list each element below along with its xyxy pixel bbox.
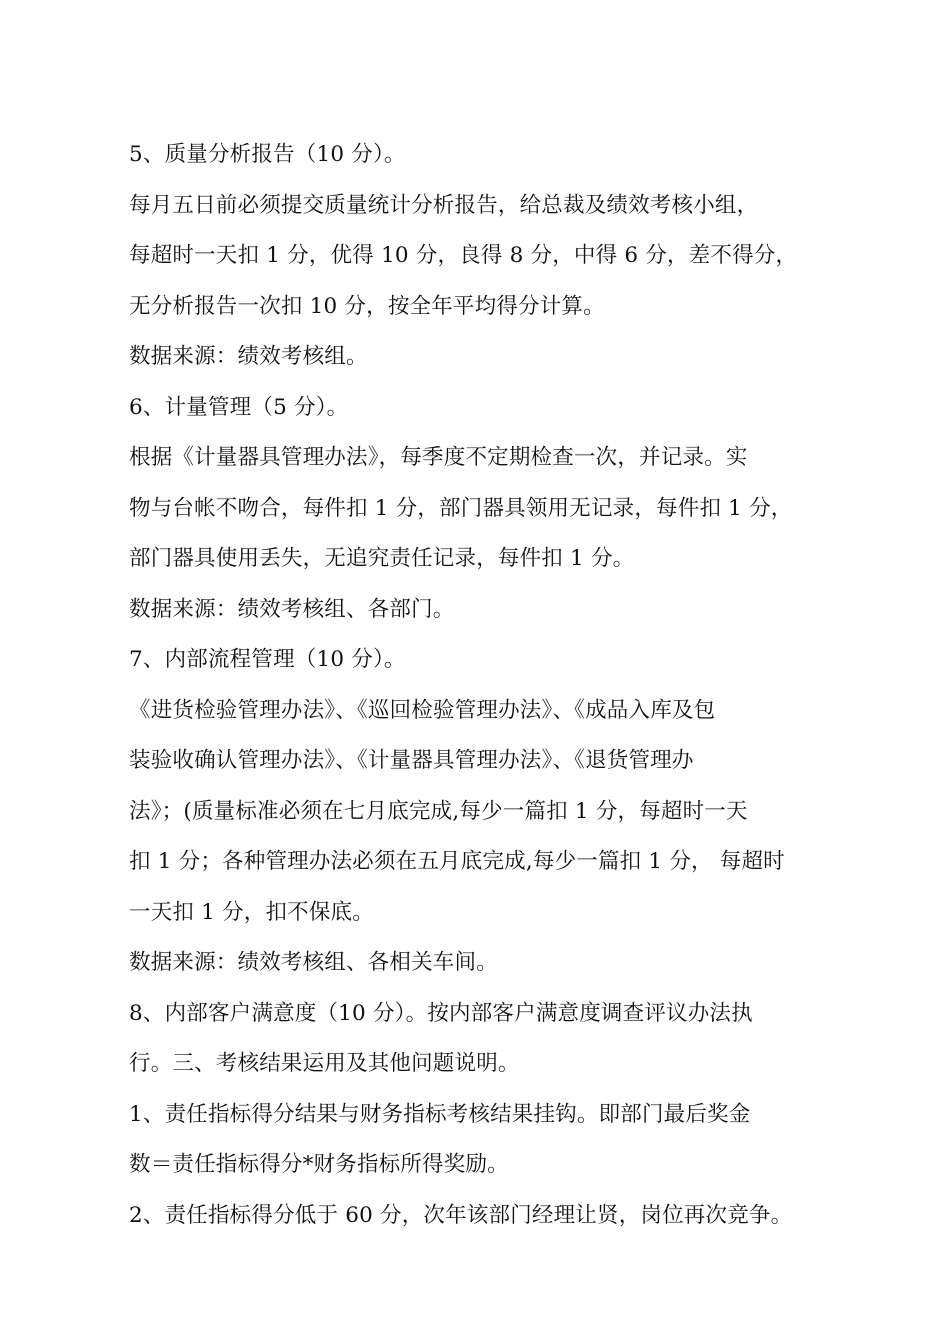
text-line: 物与台帐不吻合，每件扣 1 分，部门器具领用无记录，每件扣 1 分， [129, 495, 793, 521]
text-line: 行。三、考核结果运用及其他问题说明。 [129, 1051, 520, 1076]
text-line: 根据《计量器具管理办法》，每季度不定期检查一次，并记录。实 [129, 445, 748, 470]
document-body [129, 130, 839, 1241]
section-7-heading: 7、内部流程管理（10 分）。 [129, 647, 406, 672]
text-line: 《进货检验管理办法》、《巡回检验管理办法》、《成品入库及包 [129, 697, 716, 723]
data-source-line: 数据来源：绩效考核组、各部门。 [129, 596, 455, 622]
text-line: 无分析报告一次扣 10 分，按全年平均得分计算。 [129, 293, 605, 319]
section-5-heading: 5、质量分析报告（10 分）。 [129, 142, 406, 167]
text-line: 装验收确认管理办法》、《计量器具管理办法》、《退货管理办 [129, 748, 694, 773]
text-line: 每月五日前必须提交质量统计分析报告，给总裁及绩效考核小组， [129, 192, 759, 218]
text-line: 数＝责任指标得分*财务指标所得奖励。 [129, 1152, 509, 1177]
text-line: 扣 1 分；各种管理办法必须在五月底完成,每少一篇扣 1 分， 每超时 [129, 849, 785, 874]
text-line: 一天扣 1 分，扣不保底。 [129, 899, 374, 925]
data-source-line: 数据来源：绩效考核组、各相关车间。 [129, 950, 498, 975]
item-2-line: 2、责任指标得分低于 60 分，次年该部门经理让贤，岗位再次竞争。 [129, 1202, 793, 1228]
section-8-heading: 8、内部客户满意度（10 分）。按内部客户满意度调查评议办法执 [129, 1000, 753, 1026]
data-source-line: 数据来源：绩效考核组。 [129, 344, 368, 369]
item-1-line: 1、责任指标得分结果与财务指标考核结果挂钩。即部门最后奖金 [129, 1101, 751, 1127]
text-line: 部门器具使用丢失，无追究责任记录，每件扣 1 分。 [129, 546, 635, 571]
section-6-heading: 6、计量管理（5 分）。 [129, 394, 349, 420]
text-line: 法》；(质量标准必须在七月底完成,每少一篇扣 1 分，每超时一天 [129, 798, 748, 824]
text-line: 每超时一天扣 1 分，优得 10 分，良得 8 分，中得 6 分，差不得分， [129, 243, 798, 268]
